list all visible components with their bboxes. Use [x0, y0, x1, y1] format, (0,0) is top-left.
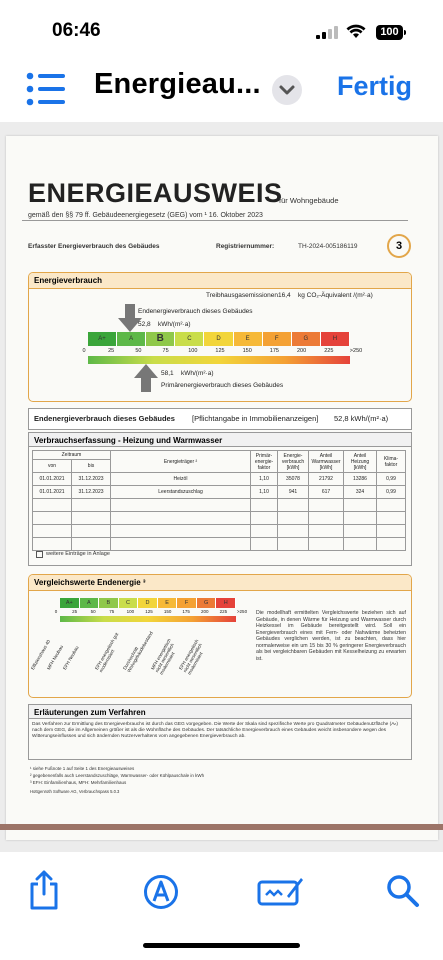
- scale-tick-label: 75: [162, 348, 169, 354]
- share-icon[interactable]: [28, 870, 60, 910]
- more-entries-label: weitere Einträge in Anlage: [46, 551, 110, 557]
- comparison-scale: [60, 598, 236, 608]
- class-e: E: [158, 598, 178, 608]
- energy-scale: [88, 332, 350, 346]
- registration-number: TH-2024-005186119: [298, 243, 358, 250]
- class-a: A: [117, 332, 146, 346]
- comparison-gradient-bar: [60, 616, 236, 622]
- scale-tick-label: 50: [135, 348, 142, 354]
- comparison-label: EFH energetisch gut modernisiert: [94, 631, 120, 674]
- more-entries-checkbox: [36, 551, 43, 558]
- scale-tick-label: 200: [297, 348, 307, 354]
- page-number: 3: [395, 240, 403, 252]
- class-a: A: [80, 598, 100, 608]
- row-consumption: 941: [278, 486, 309, 499]
- table-row: [33, 486, 406, 499]
- title-menu-button[interactable]: [272, 75, 302, 105]
- scale-tick-label: 100: [188, 348, 198, 354]
- procedure-text: Das Verfahren zur Ermittlung des Energieverbrauchs ist durch das GEG vorgegeben. Die Werte der Skala sind spezifische Werte pro Quadratmeter Gebäudenutzfläche (Aₙ) nach dem GEG, die im Allgemeinen größer ist als die Wohnfläche des Gebäudes. Der tatsächliche Energieverbrauch eines Gebäudes weicht insbesondere wegen des Witterungseinflusses und sich ändernden Nutzerverhaltens vom angegebenen Energieverbrauch ab.: [32, 722, 398, 739]
- certificate-title: ENERGIEAUSWEIS: [28, 178, 283, 208]
- ghg-value: 16,4: [278, 292, 291, 299]
- comparison-scale-numbers: [54, 609, 248, 616]
- primary-energy-arrow-icon: [134, 364, 158, 392]
- class-f: F: [263, 332, 292, 346]
- heating-header: Anteil Heizung [kWh]: [344, 451, 377, 473]
- consumption-heading: Verbrauchserfassung - Heizung und Warmwasser: [29, 433, 411, 447]
- done-button[interactable]: Fertig: [337, 71, 413, 101]
- chevron-down-icon: [272, 75, 302, 105]
- row-from: 01.01.2021: [33, 486, 72, 499]
- table-row: [33, 512, 406, 525]
- scale-tick-label: 150: [242, 348, 252, 354]
- wifi-icon: [346, 24, 366, 39]
- climate-header: Klima-faktor: [377, 451, 406, 473]
- registration-label: Registriernummer:: [216, 243, 275, 250]
- row-heating: 13286: [344, 473, 377, 486]
- to-header: bis: [72, 460, 111, 473]
- scale-tick-label: 150: [163, 609, 172, 614]
- scale-tick-label: 50: [90, 609, 96, 614]
- scale-tick-label: 125: [215, 348, 225, 354]
- comparison-label: MFH energetisch nicht wesentlich modernisiert: [150, 637, 176, 676]
- end-energy-unit: kWh/(m²·a): [158, 321, 191, 328]
- class-c: C: [175, 332, 204, 346]
- summary-label: Endenergieverbrauch dieses Gebäudes: [34, 414, 175, 423]
- battery-tip: [404, 30, 406, 35]
- comparison-label: Durchschnitt Wohngebäudebestand: [122, 630, 154, 674]
- summary-value: 52,8 kWh/(m²·a): [334, 414, 389, 423]
- page-separator: [0, 824, 443, 830]
- scale-tick-label: 175: [269, 348, 279, 354]
- scale-tick-label: 225: [324, 348, 334, 354]
- home-indicator: [143, 943, 300, 948]
- class-f: F: [177, 598, 197, 608]
- document-title[interactable]: Energieau...: [94, 68, 261, 100]
- signature-icon[interactable]: [257, 874, 305, 908]
- primary-energy-label: Primärenergieverbrauch dieses Gebäudes: [161, 382, 284, 389]
- scale-tick-label: 125: [145, 609, 153, 614]
- class-d: D: [138, 598, 158, 608]
- row-carrier: Heizöl: [111, 473, 251, 486]
- document-viewer[interactable]: [0, 122, 443, 852]
- table-row: [33, 499, 406, 512]
- scale-tick-label: 175: [182, 609, 190, 614]
- class-g: G: [197, 598, 217, 608]
- energy-heading: Energieverbrauch: [29, 273, 411, 289]
- ghg-unit: kg CO₂-Äquivalent /(m²·a): [298, 292, 373, 299]
- class-c: C: [119, 598, 139, 608]
- procedure-heading: Erläuterungen zum Verfahren: [29, 705, 411, 719]
- battery-level: 100: [380, 26, 399, 38]
- scale-tick-label: 25: [108, 348, 115, 354]
- row-heating: 324: [344, 486, 377, 499]
- consumption-header: Energie-verbrauch [kWh]: [278, 451, 309, 473]
- energy-scale-numbers: [82, 348, 363, 356]
- end-energy-arrow-icon: [118, 304, 142, 332]
- comparison-label: MFH Neubau: [46, 644, 64, 671]
- recorded-label: Erfasster Energieverbrauch des Gebäudes: [28, 243, 160, 250]
- table-row: [33, 473, 406, 486]
- scale-tick-label: 0: [82, 348, 86, 354]
- row-carrier: Leerstandszuschlag: [111, 486, 251, 499]
- row-factor: 1,10: [251, 473, 278, 486]
- row-from: 01.01.2021: [33, 473, 72, 486]
- row-to: 31.12.2023: [72, 473, 111, 486]
- class-d: D: [204, 332, 233, 346]
- class-h: H: [216, 598, 236, 608]
- table-row: [33, 538, 406, 551]
- certificate-subtitle: für Wohngebäude: [279, 196, 339, 205]
- summary-note: [Pflichtangabe in Immobilienanzeigen]: [192, 414, 319, 423]
- row-to: 31.12.2023: [72, 486, 111, 499]
- list-icon[interactable]: [26, 72, 66, 106]
- class-aplus: A+: [60, 598, 80, 608]
- row-factor: 1,10: [251, 486, 278, 499]
- comparison-label: EFH energetisch nicht wesentlich modernisiert: [178, 638, 204, 676]
- ww-header: Anteil Warmwasser [kWh]: [309, 451, 344, 473]
- scale-tick-label: 225: [219, 609, 228, 614]
- energy-gradient-bar: [88, 356, 350, 364]
- scale-tick-label: 200: [201, 609, 209, 614]
- scale-tick-label: 75: [109, 609, 115, 614]
- status-bar: [0, 0, 443, 62]
- scale-tick-label: 25: [72, 609, 78, 614]
- comparison-label: EFH Neubau: [62, 645, 80, 671]
- footnote-2: ² gegebenenfalls auch Leerstandszuschläge, Warmwasser- oder Kühlpauschale in kWh: [30, 773, 205, 778]
- row-consumption: 35078: [278, 473, 309, 486]
- status-time: 06:46: [52, 20, 101, 41]
- page-number-badge: [387, 234, 411, 258]
- cellular-signal-icon: [316, 26, 338, 39]
- markup-icon[interactable]: [143, 874, 179, 910]
- consumption-table: [32, 450, 406, 551]
- comparison-heading: Vergleichswerte Endenergie ³: [29, 575, 411, 591]
- software-note: Hottgenroth Software AG, Verbrauchspass 5.0.3: [30, 789, 120, 794]
- factor-header: Primär-energie-faktor: [251, 451, 278, 473]
- battery-icon: [376, 25, 403, 40]
- scale-tick-label: >250: [236, 609, 248, 614]
- comparison-labels: [30, 626, 246, 692]
- row-climate: 0,99: [377, 473, 406, 486]
- end-energy-value: 52,8: [138, 321, 151, 328]
- ghg-label: Treibhausgasemissionen: [206, 292, 279, 299]
- class-e: E: [234, 332, 263, 346]
- comparison-label: Effizienzhaus 40: [30, 638, 52, 671]
- row-ww: 617: [309, 486, 344, 499]
- class-b: B: [99, 598, 119, 608]
- footnote-3: ³ EFH: Einfamilienhaus, MFH: Mehrfamilienhaus: [30, 780, 127, 785]
- search-icon[interactable]: [386, 874, 420, 908]
- row-ww: 21792: [309, 473, 344, 486]
- document-page: [6, 136, 438, 840]
- carrier-header: Energieträger ²: [111, 451, 251, 473]
- from-header: von: [33, 460, 72, 473]
- scale-tick-label: 100: [126, 609, 135, 614]
- comparison-text: Die modellhaft ermittelten Vergleichswerte beziehen sich auf Gebäude, in denen Wärme für Heizung und Warmwasser durch Heizkessel im Gebäude bereitgestellt wird. Soll ein Energieverbrauch eines mit Fern- oder Nahwärme beheizten Gebäudes verglichen werden, ist zu beachten, dass hier normalerweise ein um 15 bis 30 % geringerer Energieverbrauch als bei vergleichbaren Gebäuden mit Kesselheizung zu erwarten ist.: [256, 610, 406, 662]
- class-g: G: [292, 332, 321, 346]
- class-aplus: A+: [88, 332, 117, 346]
- footnote-1: ¹ siehe Fußnote 1 auf Seite 1 des Energieausweises: [30, 766, 135, 771]
- scale-tick-label: >250: [349, 348, 363, 354]
- scale-tick-label: 0: [54, 609, 58, 614]
- class-b: B: [146, 332, 175, 346]
- class-h: H: [321, 332, 350, 346]
- legal-reference: gemäß den §§ 79 ff. Gebäudeenergiegesetz (GEG) vom ¹ 16. Oktober 2023: [28, 212, 263, 219]
- table-row: [33, 525, 406, 538]
- end-energy-label: Endenergieverbrauch dieses Gebäudes: [138, 308, 253, 315]
- period-header: Zeitraum: [33, 451, 111, 460]
- row-climate: 0,99: [377, 486, 406, 499]
- primary-energy-unit: kWh/(m²·a): [181, 370, 214, 377]
- primary-energy-value: 58,1: [161, 370, 174, 377]
